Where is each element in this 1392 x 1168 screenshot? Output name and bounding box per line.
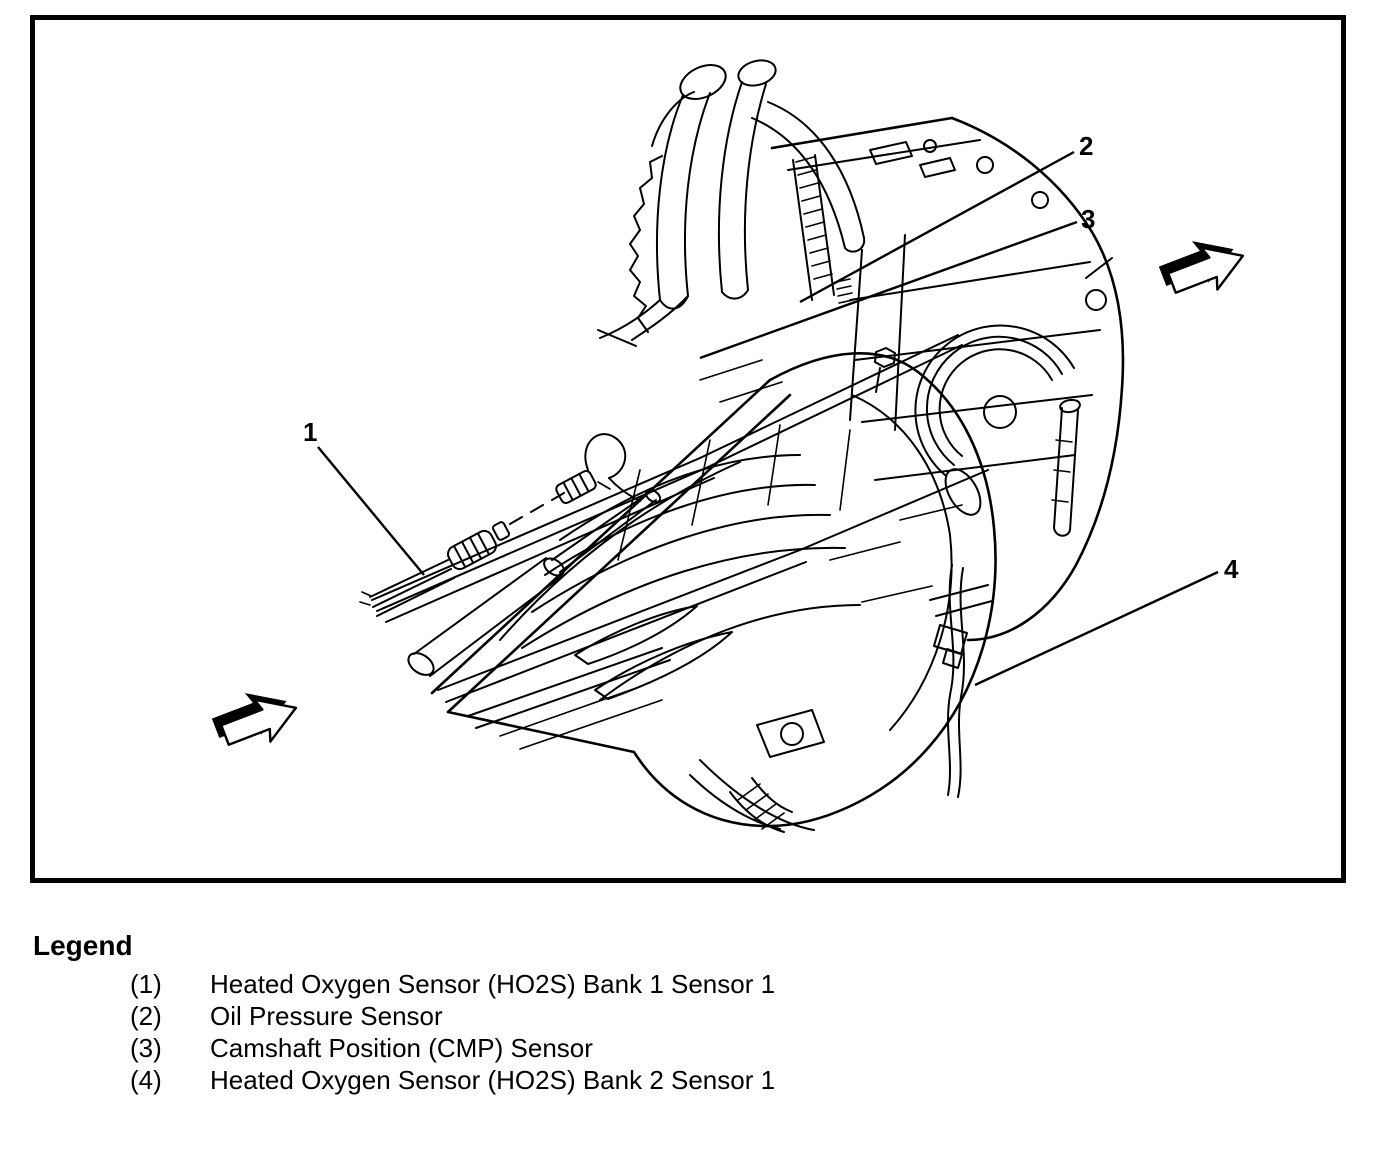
fuel-line-rails (372, 335, 988, 749)
legend-item-number: (4) (130, 1065, 162, 1095)
legend-rows (0, 968, 1392, 1096)
intake-hose-bundle (598, 56, 864, 346)
legend-item (130, 1032, 1392, 1064)
engine-line-art (360, 56, 1123, 832)
legend-title: Legend (33, 930, 133, 961)
direction-arrow-icon (208, 678, 304, 758)
engine-block (700, 118, 1123, 640)
legend-item-number: (1) (130, 969, 162, 999)
callout-3-label: 3 (1081, 204, 1096, 234)
legend-item-label: Heated Oxygen Sensor (HO2S) Bank 1 Sensor 1 (210, 969, 776, 999)
callout-2-label: 2 (1079, 131, 1094, 161)
transmission-housing (432, 353, 996, 832)
legend-item-number: (3) (130, 1033, 162, 1063)
legend-item (130, 1000, 1392, 1032)
callouts (303, 131, 1239, 685)
legend-item-label: Oil Pressure Sensor (210, 1001, 443, 1031)
direction-arrow-icon (1155, 226, 1251, 306)
callout-1-leader (318, 447, 424, 575)
legend (0, 930, 1392, 1096)
legend-item-number: (2) (130, 1001, 162, 1031)
legend-item-label: Camshaft Position (CMP) Sensor (210, 1033, 593, 1063)
legend-item-label: Heated Oxygen Sensor (HO2S) Bank 2 Sensor 1 (210, 1065, 776, 1095)
legend-item (130, 1064, 1392, 1096)
figure-border (30, 15, 1346, 883)
engine-diagram (35, 20, 1341, 878)
callout-4-label: 4 (1224, 554, 1239, 584)
legend-item (130, 968, 1392, 1000)
o2-sensor-1-connector (360, 434, 640, 616)
callout-1-label: 1 (303, 417, 318, 447)
callout-3-leader (700, 222, 1077, 358)
